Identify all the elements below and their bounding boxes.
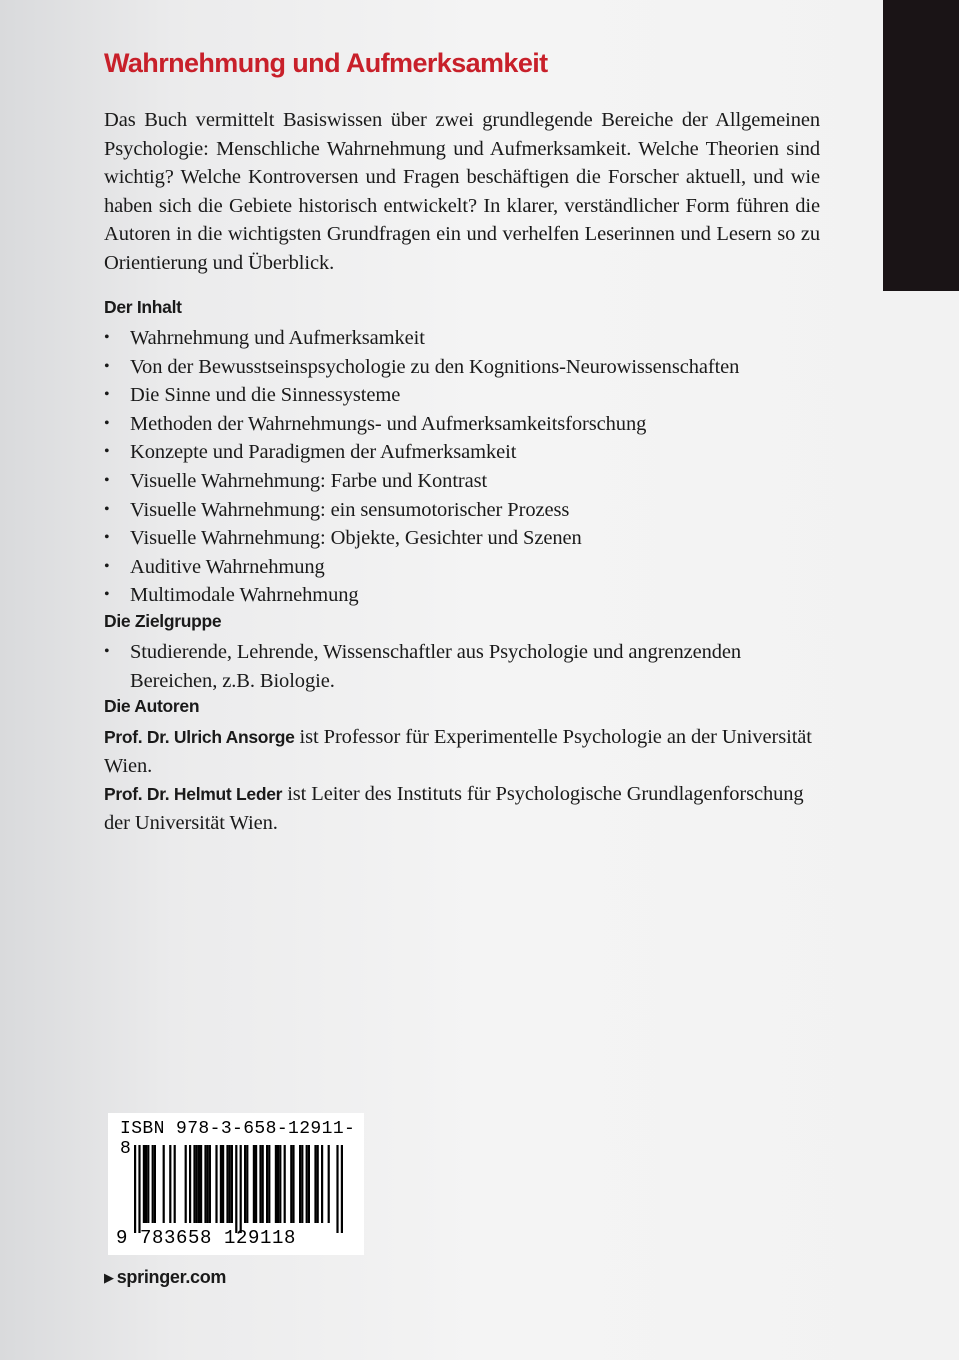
barcode-bar: [204, 1145, 206, 1223]
author-description: ist Professor für Experimentelle Psychologie an der Universität Wien.: [104, 726, 812, 777]
bullet-icon: •: [104, 471, 110, 489]
barcode-bar: [163, 1145, 165, 1223]
barcode-bar: [220, 1145, 222, 1223]
bullet-icon: •: [104, 500, 110, 518]
audience-heading: Die Zielgruppe: [104, 610, 222, 631]
barcode-bar: [196, 1145, 198, 1223]
barcode-bar: [240, 1145, 242, 1233]
barcode-bar: [229, 1145, 231, 1223]
barcode-bar: [314, 1145, 316, 1223]
barcode-bar: [231, 1145, 233, 1223]
list-item: • Visuelle Wahrnehmung: ein sensumotorischer Prozess: [104, 496, 820, 525]
author-description: ist Leiter des Instituts für Psychologische Grundlagenforschung der Universität Wien.: [104, 783, 804, 834]
barcode-bar: [215, 1145, 217, 1223]
list-item: • Auditive Wahrnehmung: [104, 553, 820, 582]
barcode-bar: [292, 1145, 294, 1223]
bullet-icon: •: [104, 329, 110, 346]
barcode-bar: [174, 1145, 176, 1223]
list-item: • Visuelle Wahrnehmung: Farbe und Kontrast: [104, 467, 820, 496]
spine-color-bar: [883, 0, 959, 291]
barcode-bar: [308, 1145, 310, 1223]
list-item: • Die Sinne und die Sinnessysteme: [104, 381, 820, 410]
list-item: • Konzepte und Paradigmen der Aufmerksamkeit: [104, 438, 820, 467]
barcode-bar: [138, 1145, 140, 1233]
isbn-barcode: [108, 1113, 364, 1255]
barcode-bar: [336, 1145, 338, 1233]
author-entry: [104, 723, 820, 780]
barcode-bars: [108, 1145, 364, 1235]
play-arrow-icon: ▶: [104, 1270, 114, 1285]
list-item: • Visuelle Wahrnehmung: Objekte, Gesichter und Szenen: [104, 524, 820, 553]
barcode-bar: [185, 1145, 187, 1223]
bullet-icon: •: [104, 586, 110, 604]
barcode-bar: [143, 1145, 145, 1223]
list-item: • Methoden der Wahrnehmungs- und Aufmerksamkeitsforschung: [104, 410, 820, 439]
barcode-bar: [306, 1145, 308, 1223]
list-item: • Von der Bewusstseinspsychologie zu den Kognitions-Neurowissenschaften: [104, 353, 820, 382]
barcode-bar: [275, 1145, 277, 1223]
barcode-bar: [226, 1145, 228, 1223]
barcode-bar: [200, 1145, 202, 1223]
barcode-bar: [222, 1145, 224, 1223]
bullet-icon: •: [104, 443, 110, 461]
barcode-bar: [266, 1145, 268, 1223]
barcode-bar: [328, 1145, 330, 1223]
barcode-bar: [147, 1145, 149, 1223]
audience-list: [104, 638, 820, 695]
barcode-bar: [317, 1145, 319, 1223]
barcode-bar: [154, 1145, 156, 1223]
list-item: • Wahrnehmung und Aufmerksamkeit: [104, 324, 820, 353]
barcode-bar: [268, 1145, 270, 1223]
authors-heading: Die Autoren: [104, 696, 200, 717]
authors-section: [104, 723, 820, 837]
barcode-bar: [255, 1145, 257, 1223]
barcode-bar: [341, 1145, 343, 1233]
barcode-bar: [279, 1145, 281, 1223]
contents-heading: Der Inhalt: [104, 297, 182, 317]
bullet-icon: •: [104, 557, 110, 575]
isbn-number: ISBN 978-3-658-12911-8: [120, 1119, 356, 1159]
publisher-url: springer.com: [116, 1267, 227, 1287]
list-item: • Multimodale Wahrnehmung: [104, 581, 820, 610]
list-item: • Studierende, Lehrende, Wissenschaftler aus Psychologie und angrenzenden Bereichen, z.B. Biologie.: [104, 638, 820, 695]
barcode-bar: [321, 1145, 323, 1223]
barcode-bar: [169, 1145, 171, 1223]
bullet-icon: •: [104, 529, 110, 547]
back-cover-content: [104, 46, 820, 838]
book-title: Wahrnehmung und Aufmerksamkeit: [104, 48, 548, 78]
author-name: Prof. Dr. Ulrich Ansorge: [104, 727, 295, 748]
ean-digits: 9 783658 129118: [116, 1227, 297, 1249]
barcode-bar: [209, 1145, 211, 1223]
barcode-bar: [145, 1145, 147, 1223]
barcode-bar: [134, 1145, 136, 1233]
barcode-bar: [299, 1145, 301, 1223]
barcode-bar: [284, 1145, 286, 1223]
barcode-bar: [301, 1145, 303, 1223]
barcode-bar: [235, 1145, 237, 1233]
contents-list: [104, 324, 820, 610]
publisher-link[interactable]: [104, 1267, 226, 1288]
author-name: Prof. Dr. Helmut Leder: [104, 784, 283, 805]
author-entry: [104, 780, 820, 837]
barcode-bar: [259, 1145, 261, 1223]
barcode-bar: [277, 1145, 279, 1223]
bullet-icon: •: [104, 386, 110, 404]
barcode-bar: [253, 1145, 255, 1223]
barcode-bar: [262, 1145, 264, 1223]
bullet-icon: •: [104, 642, 110, 660]
barcode-bar: [246, 1145, 248, 1223]
barcode-bar: [244, 1145, 246, 1223]
intro-paragraph: Das Buch vermittelt Basiswissen über zwei grundlegende Bereiche der Allgemeinen Psychologie: Menschliche Wahrnehmung und Aufmerksamkeit. Welche Theorien sind wichtig? Welche Kontroversen und Fragen beschäftigen die Forscher aktuell, und wie haben sich die Gebiete historisch entwickelt? In klarer, verständlicher Form führen die Autoren in die wichtigsten Grundfragen ein und verhelfen Leserinnen und Lesern so zu Orientierung und Überblick.: [104, 109, 820, 274]
barcode-bar: [207, 1145, 209, 1223]
barcode-bar: [152, 1145, 154, 1223]
bullet-icon: •: [104, 414, 110, 432]
barcode-bar: [193, 1145, 195, 1223]
barcode-bar: [198, 1145, 200, 1223]
bullet-icon: •: [104, 357, 110, 375]
barcode-bar: [290, 1145, 292, 1223]
barcode-bar: [189, 1145, 191, 1223]
